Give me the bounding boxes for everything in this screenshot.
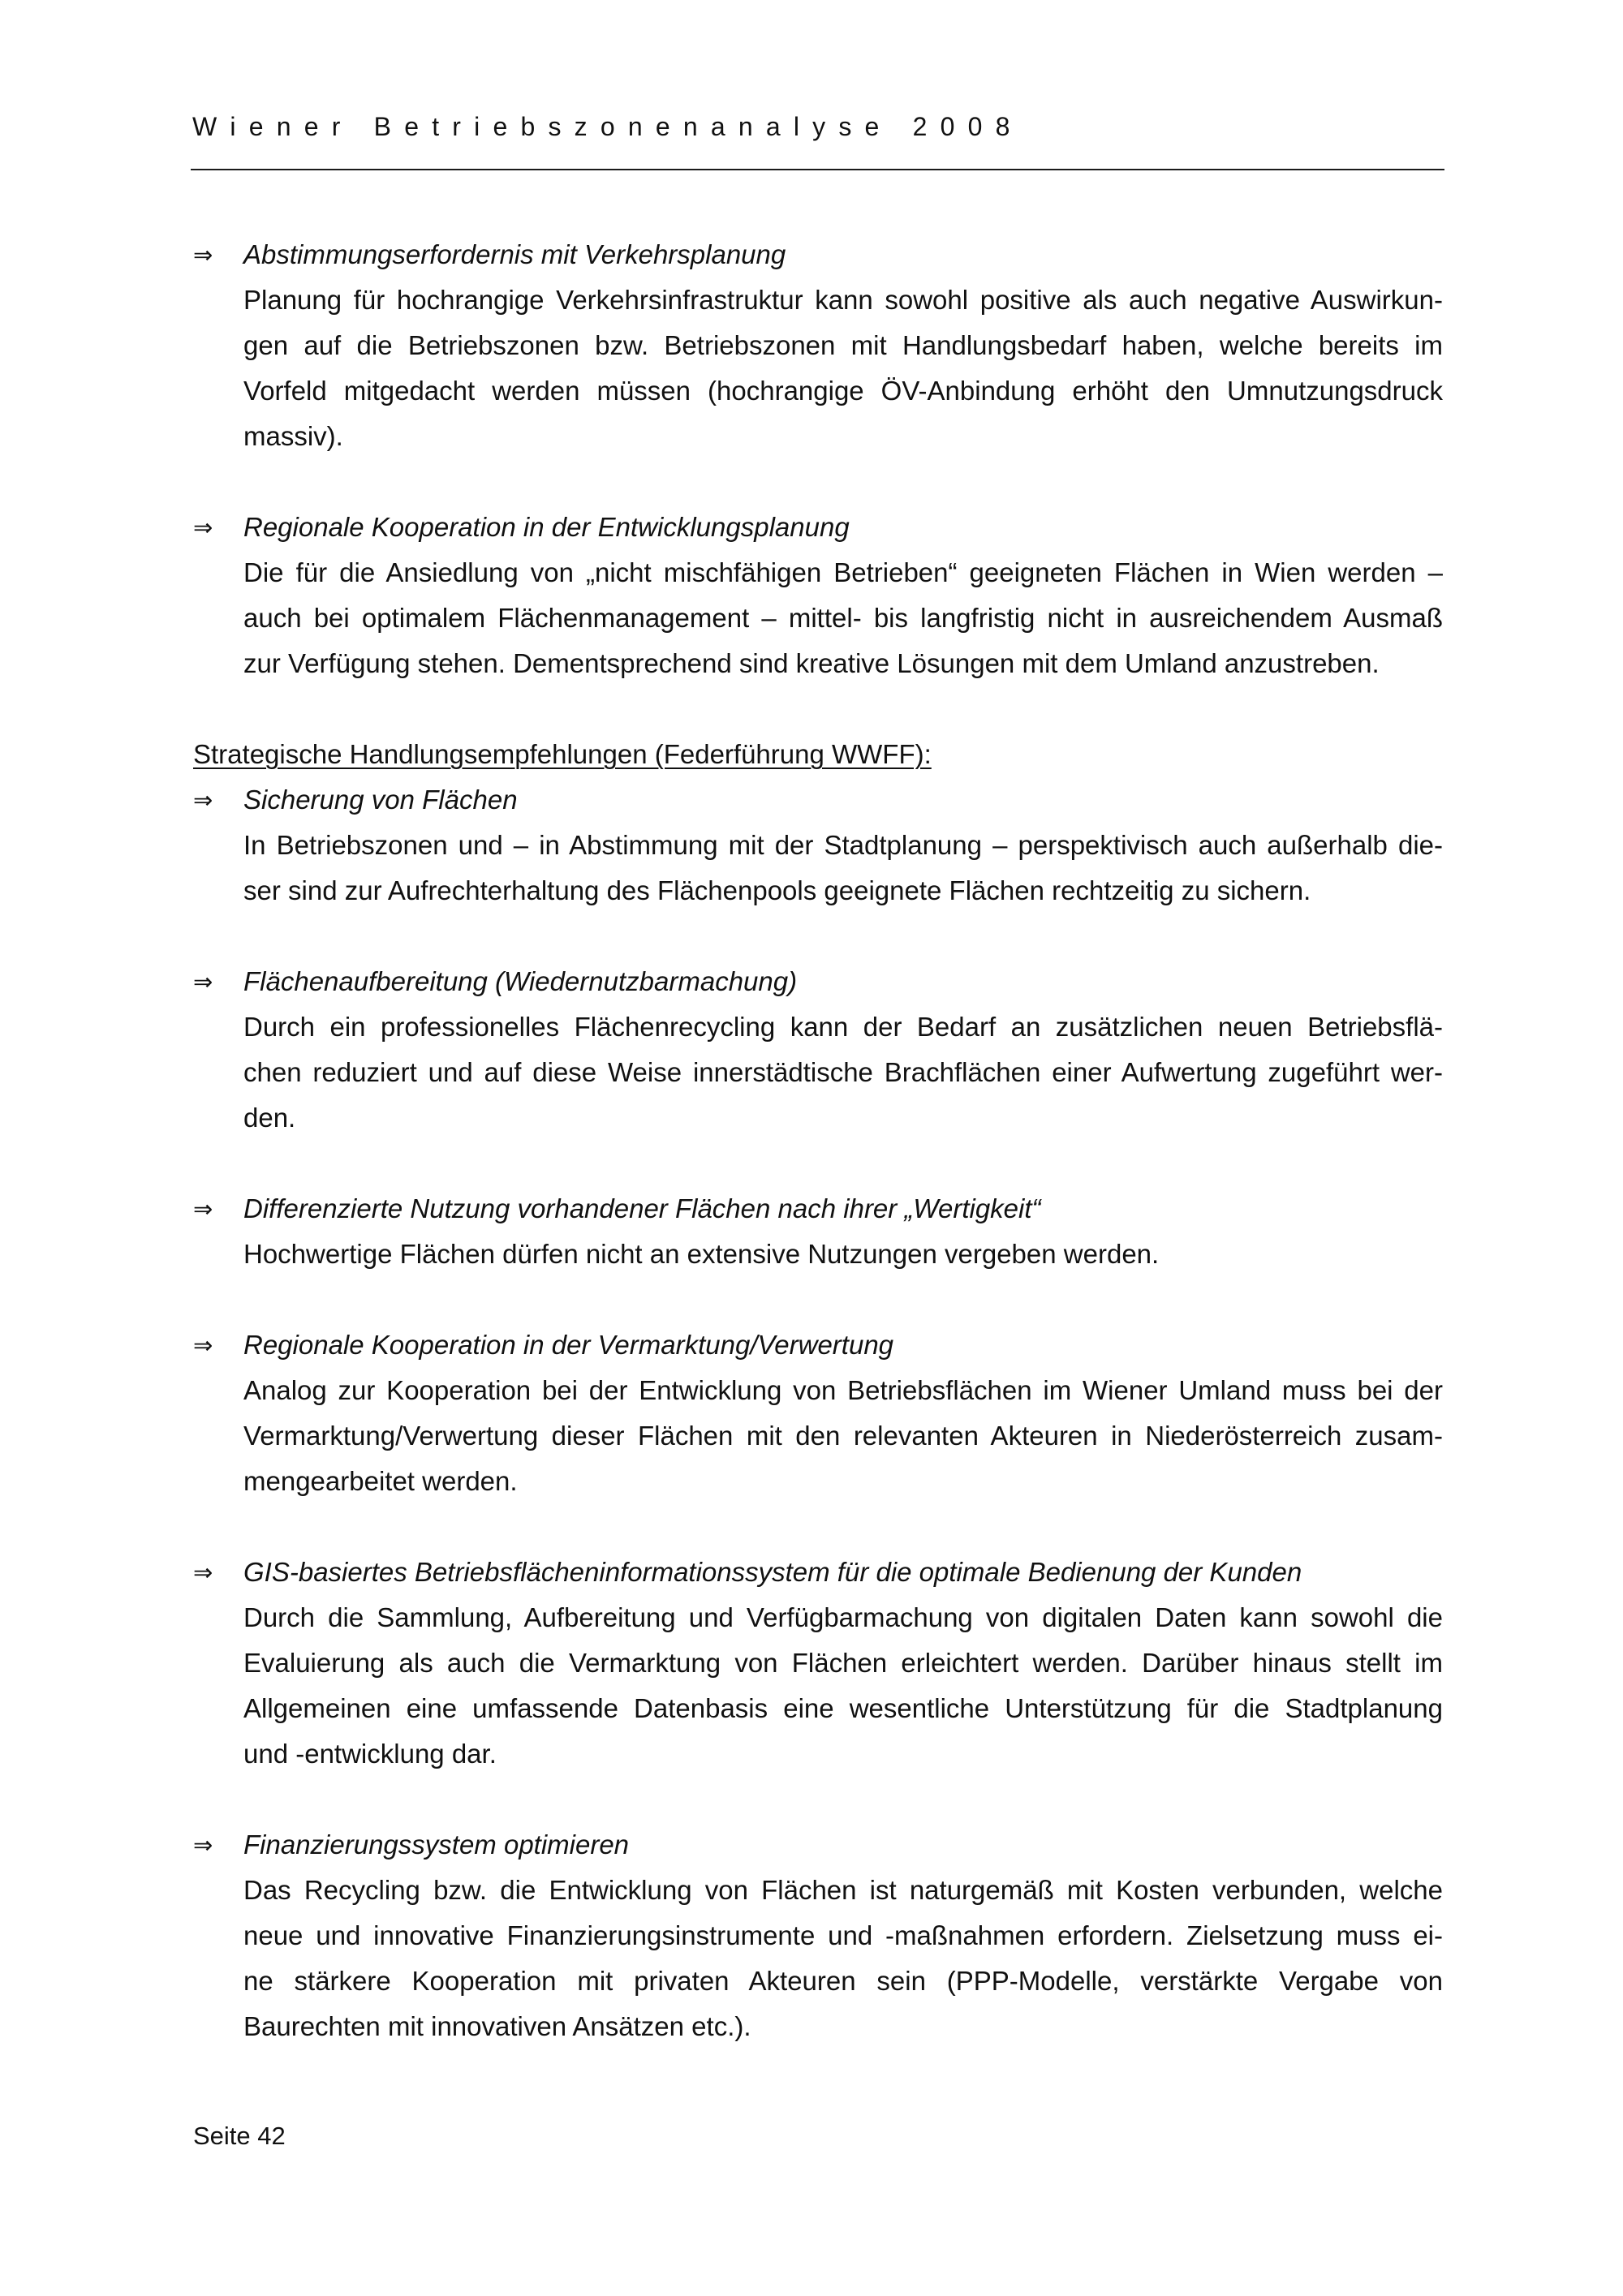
body-line: und -entwicklung dar. <box>243 1739 497 1769</box>
body-line: Vorfeld mitgedacht werden müssen (hochrangige ÖV-Anbindung erhöht den Umnutzungsdruck <box>243 376 1443 406</box>
body-line: Durch die Sammlung, Aufbereitung und Verfügbarmachung von digitalen Daten kann sowohl die <box>243 1602 1443 1632</box>
body-line: Durch ein professionelles Flächenrecycling kann der Bedarf an zusätzlichen neuen Betriebsflä- <box>243 1012 1443 1042</box>
body-line: neue und innovative Finanzierungsinstrumente und -maßnahmen erfordern. Zielsetzung muss ei- <box>243 1920 1443 1950</box>
double-arrow-right-icon: ⇒ <box>193 1559 213 1586</box>
recommendation-title: Differenzierte Nutzung vorhandener Flächen nach ihrer „Wertigkeit“ <box>243 1193 1041 1223</box>
double-arrow-right-icon: ⇒ <box>193 1195 213 1223</box>
body-line: mengearbeitet werden. <box>243 1466 518 1496</box>
page-number: Seite 42 <box>193 2122 286 2150</box>
body-line: Hochwertige Flächen dürfen nicht an extensive Nutzungen vergeben werden. <box>243 1239 1160 1269</box>
recommendation-body <box>193 550 1443 686</box>
double-arrow-right-icon: ⇒ <box>193 786 213 814</box>
double-arrow-right-icon: ⇒ <box>193 514 213 541</box>
recommendation-body <box>193 1232 1443 1277</box>
body-line: Planung für hochrangige Verkehrsinfrastruktur kann sowohl positive als auch negative Auswirkun- <box>243 285 1443 315</box>
recommendation-item <box>193 1822 1443 2049</box>
body-line: Die für die Ansiedlung von „nicht mischfähigen Betrieben“ geeigneten Flächen in Wien werden – <box>243 557 1443 587</box>
recommendation-item <box>193 777 1443 914</box>
body-line: Das Recycling bzw. die Entwicklung von Flächen ist naturgemäß mit Kosten verbunden, welche <box>243 1875 1443 1905</box>
recommendation-item <box>193 1550 1443 1777</box>
page-content <box>193 232 1443 2049</box>
double-arrow-right-icon: ⇒ <box>193 241 213 269</box>
double-arrow-right-icon: ⇒ <box>193 968 213 995</box>
recommendation-body <box>193 1004 1443 1141</box>
body-line: Vermarktung/Verwertung dieser Flächen mit den relevanten Akteuren in Niederösterreich zusam- <box>243 1421 1443 1451</box>
recommendation-item <box>193 505 1443 686</box>
body-line: ser sind zur Aufrechterhaltung des Flächenpools geeignete Flächen rechtzeitig zu sichern. <box>243 875 1311 905</box>
recommendation-title: Regionale Kooperation in der Entwicklungsplanung <box>243 512 850 542</box>
body-line: massiv). <box>243 421 343 451</box>
recommendation-body <box>193 1595 1443 1777</box>
body-line: gen auf die Betriebszonen bzw. Betriebszonen mit Handlungsbedarf haben, welche bereits im <box>243 330 1443 360</box>
recommendation-title: Regionale Kooperation in der Vermarktung/Verwertung <box>243 1330 894 1360</box>
strategic-recommendations-heading: Strategische Handlungsempfehlungen (Federführung WWFF): <box>193 739 932 769</box>
body-line: ne stärkere Kooperation mit privaten Akteuren sein (PPP-Modelle, verstärkte Vergabe von <box>243 1966 1443 1996</box>
body-line: Evaluierung als auch die Vermarktung von Flächen erleichtert werden. Darüber hinaus stellt im <box>243 1648 1443 1678</box>
recommendation-body <box>193 277 1443 459</box>
recommendation-body <box>193 823 1443 914</box>
recommendation-title: Abstimmungserfordernis mit Verkehrsplanung <box>243 239 786 269</box>
recommendation-item <box>193 1322 1443 1504</box>
body-line: Analog zur Kooperation bei der Entwicklung von Betriebsflächen im Wiener Umland muss bei der <box>243 1375 1443 1405</box>
double-arrow-right-icon: ⇒ <box>193 1331 213 1359</box>
body-line: In Betriebszonen und – in Abstimmung mit der Stadtplanung – perspektivisch auch außerhalb die- <box>243 830 1443 860</box>
recommendation-title: Sicherung von Flächen <box>243 785 518 815</box>
recommendations-list-general <box>193 232 1443 686</box>
recommendation-item <box>193 232 1443 459</box>
body-line: chen reduziert und auf diese Weise innerstädtische Brachflächen einer Aufwertung zugeführt wer- <box>243 1057 1443 1087</box>
recommendations-list-strategic <box>193 777 1443 2049</box>
recommendation-item <box>193 1186 1443 1277</box>
body-line: zur Verfügung stehen. Dementsprechend sind kreative Lösungen mit dem Umland anzustreben. <box>243 648 1380 678</box>
recommendation-body <box>193 1868 1443 2049</box>
recommendation-title: GIS-basiertes Betriebsflächeninformationssystem für die optimale Bedienung der Kunden <box>243 1557 1302 1587</box>
recommendation-title: Finanzierungssystem optimieren <box>243 1829 630 1860</box>
header-divider <box>191 169 1444 170</box>
body-line: auch bei optimalem Flächenmanagement – mittel- bis langfristig nicht in ausreichendem Ausmaß <box>243 603 1443 633</box>
body-line: den. <box>243 1103 296 1133</box>
recommendation-item <box>193 959 1443 1141</box>
recommendation-title: Flächenaufbereitung (Wiedernutzbarmachung) <box>243 966 798 996</box>
body-line: Baurechten mit innovativen Ansätzen etc.). <box>243 2011 751 2041</box>
double-arrow-right-icon: ⇒ <box>193 1831 213 1859</box>
body-line: Allgemeinen eine umfassende Datenbasis eine wesentliche Unterstützung für die Stadtplanung <box>243 1693 1443 1723</box>
document-title: Wiener Betriebszonenanalyse 2008 <box>192 112 1023 141</box>
recommendation-body <box>193 1368 1443 1504</box>
